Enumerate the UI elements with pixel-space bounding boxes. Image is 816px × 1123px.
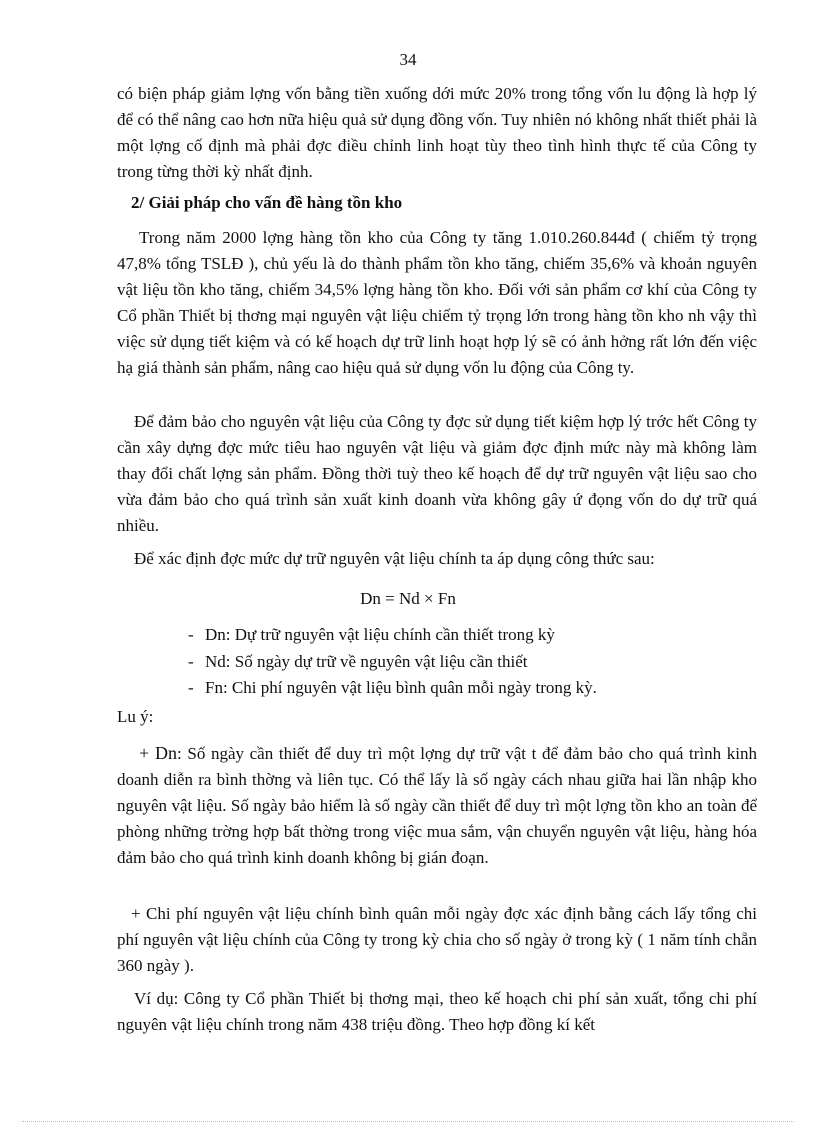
paragraph-daily-cost: + Chi phí nguyên vật liệu chính bình quân mỗi ngày đợc xác định bằng cách lấy tổng chi phí nguyên vật liệu chính của Công ty trong kỳ chia cho số ngày ở trong kỳ ( 1 năm tính chẵn 360 ngày ).	[117, 904, 757, 975]
bullet-dash: -	[188, 651, 194, 671]
paragraph-dn-explanation	[117, 740, 757, 871]
dn-explanation-text: : Số ngày cần thiết để duy trì một lợng dự trữ vật t để đảm bảo cho quá trình kinh doanh diễn ra bình thờng và liên tục. Có thể lấy là số ngày cách nhau giữa hai lần nhập kho nguyên vật liệu. Số ngày bảo hiểm là số ngày cần thiết để duy trì một lợng tồn kho an toàn để phòng những trờng hợp bất thờng trong việc mua sắm, vận chuyển nguyên vật liệu, hàng hóa đảm bảo cho quá trình kinh doanh không bị gián đoạn.	[117, 744, 757, 867]
definition-text: Nd: Số ngày dự trữ về nguyên vật liệu cần thiết	[205, 651, 528, 671]
definition-text: Fn: Chi phí nguyên vật liệu bình quân mỗi ngày trong kỳ.	[205, 678, 597, 697]
definition-dn	[188, 622, 597, 649]
bullet-dash: -	[188, 678, 194, 697]
paragraph-inventory-2000: Trong năm 2000 lợng hàng tồn kho của Công ty tăng 1.010.260.844đ ( chiếm tỷ trọng 47,8% tổng TSLĐ ), chủ yếu là do thành phẩm tồn kho tăng, chiếm 35,6% và khoản nguyên vật liệu tồn kho tăng, chiếm 34,5% lợng hàng tồn kho. Đối với sản phẩm cơ khí của Công ty Cổ phần Thiết bị thơng mại nguyên vật liệu chiếm tỷ trọng lớn trong hàng tồn kho nh vậy thì việc sử dụng tiết kiệm và có kế hoạch dự trữ linh hoạt hợp lý sẽ có ảnh hởng rất lớn đến việc hạ giá thành sản phẩm, nâng cao hiệu quả sử dụng vốn lu động của Công ty.	[117, 228, 757, 377]
dn-marker: + Dn	[139, 743, 178, 763]
formula-definitions	[188, 622, 597, 702]
definition-nd	[188, 649, 597, 676]
bullet-dash: -	[188, 625, 194, 644]
paragraph-capital-reduction: có biện pháp giảm lợng vốn bằng tiền xuống dới mức 20% trong tổng vốn lu động là hợp lý để có thể nâng cao hơn nữa hiệu quả sử dụng đồng vốn. Tuy nhiên nó không nhất thiết phải là một lợng cố định mà phải đợc điều chỉnh linh hoạt tùy theo tình hình thực tế của Công ty trong từng thời kỳ nhất định.	[117, 84, 757, 181]
paragraph-example: Ví dụ: Công ty Cổ phần Thiết bị thơng mại, theo kế hoạch chi phí sản xuất, tổng chi phí nguyên vật liệu chính trong năm 438 triệu đồng. Theo hợp đồng kí kết	[117, 989, 757, 1034]
definition-fn	[188, 675, 597, 702]
note-label: Lu ý:	[117, 707, 154, 726]
section-heading-inventory: 2/ Giải pháp cho vấn đề hàng tồn kho	[131, 193, 403, 212]
page-number: 34	[399, 50, 417, 69]
paragraph-material-savings: Để đảm bảo cho nguyên vật liệu của Công ty đợc sử dụng tiết kiệm hợp lý trớc hết Công ty cần xây dựng đợc mức tiêu hao nguyên vật liệu và giảm đợc định mức này mà không làm thay đổi chất lợng sản phẩm. Đồng thời tuỳ theo kế hoạch để dự trữ nguyên vật liệu sao cho vừa đảm bảo cho quá trình sản xuất kinh doanh vừa không gây ứ đọng vốn do dự trữ quá nhiều.	[117, 412, 757, 535]
page-bottom-divider	[22, 1121, 794, 1122]
reserve-formula: Dn = Nd × Fn	[360, 589, 456, 608]
definition-text: Dn: Dự trữ nguyên vật liệu chính cần thiết trong kỳ	[205, 625, 555, 644]
paragraph-formula-intro: Để xác định đợc mức dự trữ nguyên vật liệu chính ta áp dụng công thức sau:	[134, 549, 655, 568]
